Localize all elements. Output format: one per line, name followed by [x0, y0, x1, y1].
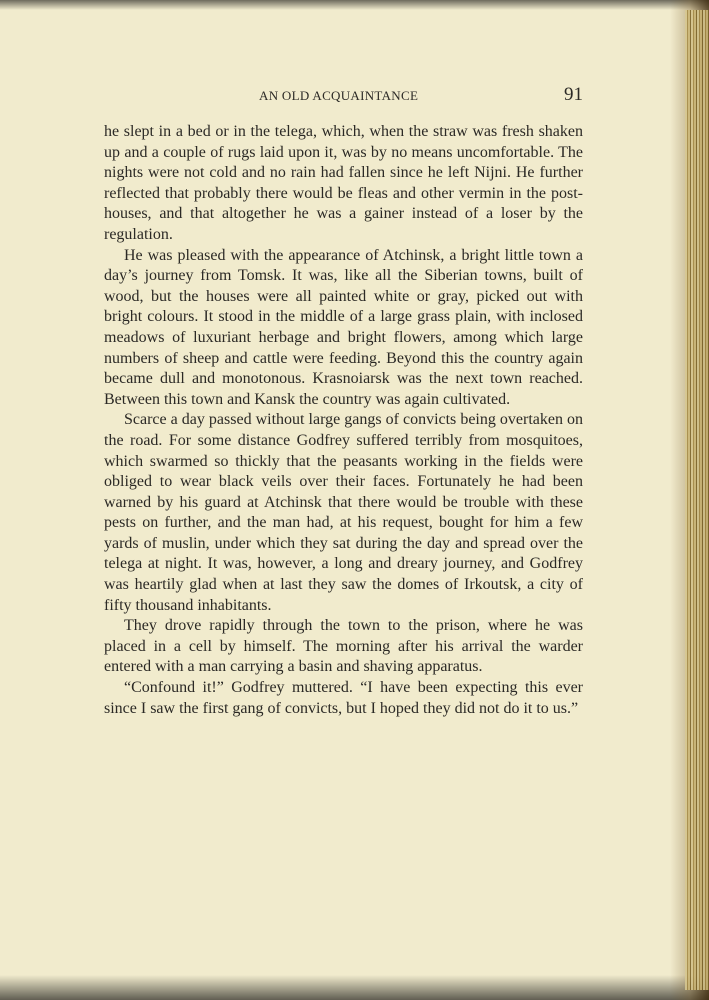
body-text [104, 122, 583, 719]
paragraph: They drove rapidly through the town to the prison, where he was placed in a cell by himself. The morning after his arrival the warder entered with a man carrying a basin and shaving apparatus. [104, 617, 583, 676]
paragraph: He was pleased with the appearance of Atchinsk, a bright little town a day’s journey from Tomsk. It was, like all the Siberian towns, built of wood, but the houses were all painted white or gray, picked out with bright colours. It stood in the middle of a large grass plain, with inclosed meadows of luxuriant herbage and bright flowers, among which large numbers of sheep and cattle were feeding. Beyond this the country again became dull and monotonous. Krasnoiarsk was the next town reached. Between this town and Kansk the country was again cultivated. [104, 246, 583, 408]
page-edge [685, 10, 709, 990]
page-number: 91 [564, 84, 583, 105]
paragraph: “Confound it!” Godfrey muttered. “I have been expecting this ever since I saw the first gang of convicts, but I hoped they did not do it to us.” [104, 679, 583, 717]
page-header [0, 84, 709, 110]
running-head: AN OLD ACQUAINTANCE [259, 88, 419, 103]
paragraph: he slept in a bed or in the telega, which, when the straw was fresh shaken up and a couple of rugs laid upon it, was by no means uncomfortable. The nights were not cold and no rain had fallen since he left Nijni. He further reflected that probably there would be fleas and other vermin in the post-houses, and that altogether he was a gainer instead of a loser by the regulation. [104, 123, 583, 243]
paragraph: Scarce a day passed without large gangs of convicts being overtaken on the road. For some distance Godfrey suffered terribly from mosquitoes, which swarmed so thickly that the peasants working in the fields were obliged to wear black veils over their faces. Fortunately he had been warned by his guard at Atchinsk that there would be trouble with these pests on further, and the man had, at his request, bought for him a few yards of muslin, under which they sat during the day and spread over the telega at night. It was, however, a long and dreary journey, and Godfrey was heartily glad when at last they saw the domes of Irkoutsk, a city of fifty thousand inhabitants. [104, 411, 583, 614]
